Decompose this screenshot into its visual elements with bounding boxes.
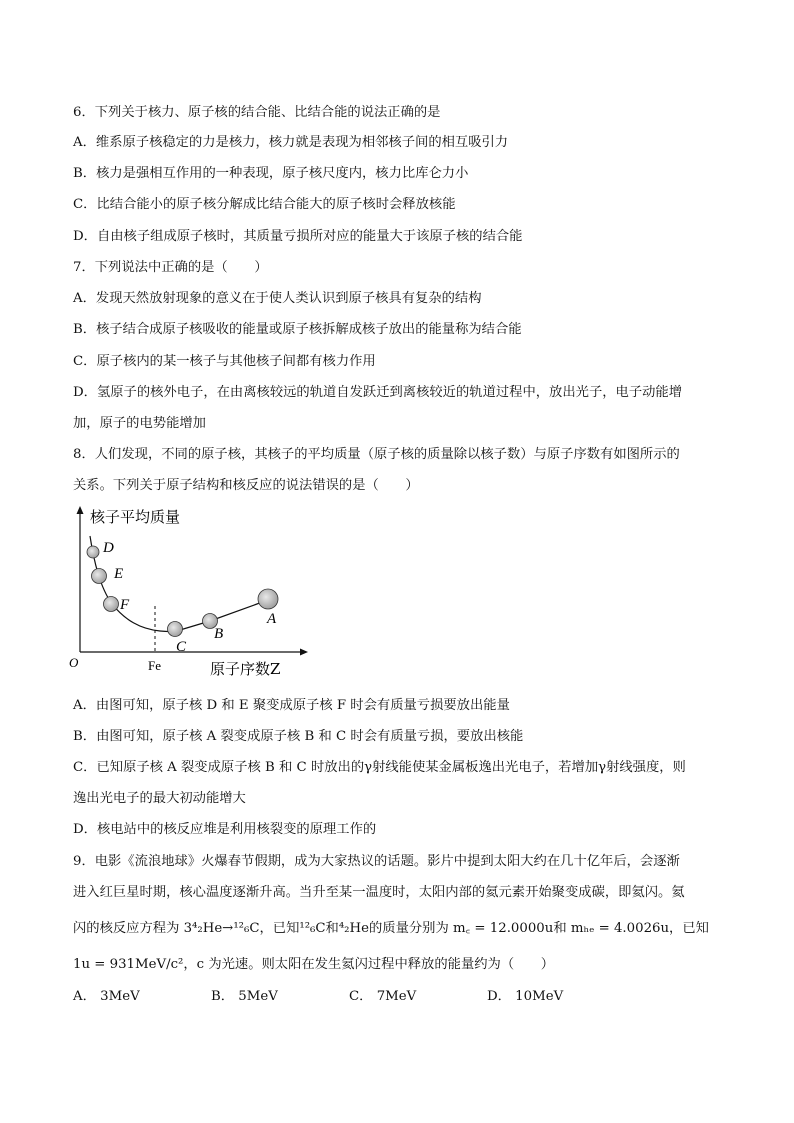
- q9-choice-c: C． 7MeV: [349, 989, 417, 1004]
- q7-stem: 7．下列说法中正确的是（ ）: [73, 260, 268, 275]
- q6-stem: 6．下列关于核力、原子核的结合能、比结合能的说法正确的是: [73, 105, 441, 120]
- binding-energy-figure: [60, 502, 310, 692]
- point-label-b: B: [214, 626, 224, 642]
- q7-option-a: A．发现天然放射现象的意义在于使人类认识到原子核具有复杂的结构: [73, 291, 482, 306]
- q8-option-d: D．核电站中的核反应堆是利用核裂变的原理工作的: [73, 822, 377, 837]
- q9-choice-a: A． 3MeV: [73, 989, 140, 1004]
- q9-choices: [73, 988, 563, 1006]
- q8-option-c-line2: 逸出光电子的最大初动能增大: [73, 791, 246, 806]
- point-label-f: F: [120, 597, 130, 613]
- q9-stem-line3: 闪的核反应方程为 3⁴₂He→¹²₆C，已知¹²₆C和⁴₂He的质量分别为 m꜀ = 12.0000u和 mₕₑ = 4.0026u，已知: [73, 921, 709, 936]
- q8-option-b: B．由图可知，原子核 A 裂变成原子核 B 和 C 时会有质量亏损，要放出核能: [73, 729, 524, 744]
- y-axis-arrow: [77, 506, 84, 514]
- point-label-c: C: [176, 639, 187, 655]
- q7-option-b: B．核子结合成原子核吸收的能量或原子核拆解成核子放出的能量称为结合能: [73, 322, 522, 337]
- point-label-d: D: [103, 540, 114, 556]
- q7-option-c: C．原子核内的某一核子与其他核子间都有核力作用: [73, 354, 376, 369]
- q6-option-a: A．维系原子核稳定的力是核力，核力就是表现为相邻核子间的相互吸引力: [73, 135, 509, 150]
- point-label-a: A: [267, 611, 277, 627]
- q6-option-b: B．核力是强相互作用的一种表现，原子核尺度内，核力比库仑力小: [73, 166, 469, 181]
- q7-option-d-line1: D．氢原子的核外电子，在由离核较远的轨道自发跃迁到离核较近的轨道过程中，放出光子，电子动能增: [73, 385, 683, 400]
- q8-option-a: A．由图可知，原子核 D 和 E 聚变成原子核 F 时会有质量亏损要放出能量: [73, 698, 510, 713]
- q9-choice-d: D． 10MeV: [487, 989, 564, 1004]
- q9-stem-line4: 1u = 931MeV/c²，c 为光速。则太阳在发生氦闪过程中释放的能量约为（ ）: [73, 957, 555, 972]
- q8-option-c-line1: C．已知原子核 A 裂变成原子核 B 和 C 时放出的γ射线能使某金属板逸出光电子，若增加γ射线强度，则: [73, 760, 686, 775]
- point-a: [258, 589, 278, 609]
- q9-stem-line1: 9．电影《流浪地球》火爆春节假期，成为大家热议的话题。影片中提到太阳大约在几十亿年后，会逐渐: [73, 854, 680, 869]
- q6-option-c: C．比结合能小的原子核分解成比结合能大的原子核时会释放核能: [73, 197, 456, 212]
- q6-option-d: D．自由核子组成原子核时，其质量亏损所对应的能量大于该原子核的结合能: [73, 229, 523, 244]
- point-e: [92, 569, 107, 584]
- origin-label: O: [69, 655, 79, 670]
- point-c: [168, 622, 183, 637]
- x-axis-arrow: [300, 649, 308, 656]
- y-axis-label: 核子平均质量: [90, 508, 181, 526]
- q8-stem-line2: 关系。下列关于原子结构和核反应的说法错误的是（ ）: [73, 478, 419, 493]
- q9-stem-line2: 进入红巨星时期，核心温度逐渐升高。当升至某一温度时，太阳内部的氦元素开始聚变成碳，即氦闪。氦: [73, 885, 685, 900]
- q8-stem-line1: 8．人们发现，不同的原子核，其核子的平均质量（原子核的质量除以核子数）与原子序数有如图所示的: [73, 447, 680, 462]
- q9-choice-b: B． 5MeV: [211, 989, 278, 1004]
- fe-label: Fe: [148, 658, 161, 673]
- curve-right-segment: [180, 600, 268, 630]
- point-f: [104, 597, 119, 612]
- point-d: [87, 546, 99, 558]
- q7-option-d-line2: 加，原子的电势能增加: [73, 416, 206, 431]
- point-label-e: E: [114, 566, 124, 582]
- x-axis-label: 原子序数Z: [210, 660, 281, 678]
